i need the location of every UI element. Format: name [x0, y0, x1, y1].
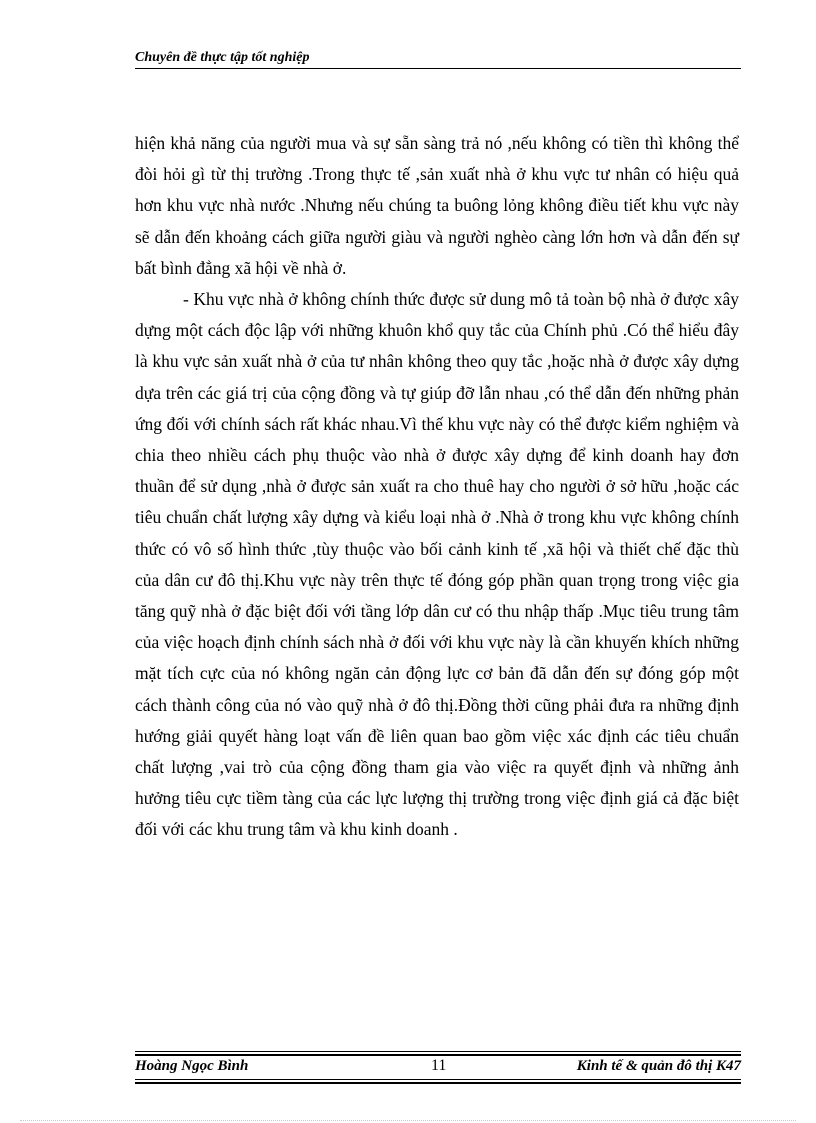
footer-divider: [135, 1054, 741, 1056]
paragraph: hiện khả năng của người mua và sự sẵn sàng trả nó ,nếu không có tiền thì không thể đòi hỏi gì từ thị trường .Trong thực tế ,sản xuất nhà ở khu vực tư nhân có hiệu quả hơn khu vực nhà nước .Nhưng nếu chúng ta buông lỏng không điều tiết khu vực này sẽ dẫn đến khoảng cách giữa người giàu và người nghèo càng lớn hơn và dẫn đến sự bất bình đẳng xã hội về nhà ở.: [135, 133, 739, 278]
header-title: Chuyên đề thực tập tốt nghiệp: [135, 50, 310, 65]
page-edge: [20, 1120, 796, 1121]
paragraph: - Khu vực nhà ở không chính thức được sử dung mô tả toàn bộ nhà ở được xây dựng một cách độc lập với những khuôn khổ quy tắc của Chính phủ .Có thể hiểu đây là khu vực sản xuất nhà ở của tư nhân không theo quy tắc ,hoặc nhà ở được xây dựng dựa trên các giá trị của cộng đồng và tự giúp đỡ lẫn nhau ,có thể dẫn đến những phản ứng đối với chính sách rất khác nhau.Vì thế khu vực này có thể được kiểm nghiệm và chia theo nhiều cách phụ thuộc vào nhà ở được xây dựng để kinh doanh hay đơn thuần để sử dụng ,nhà ở được sản xuất ra cho thuê hay cho người ở sở hữu ,hoặc các tiêu chuẩn chất lượng xây dựng và kiểu loại nhà ở .Nhà ở trong khu vực không chính thức có vô số hình thức ,tùy thuộc vào bối cảnh kinh tế ,xã hội và thiết chế đặc thù của dân cư đô thị.Khu vực này trên thực tế đóng góp phần quan trọng trong việc gia tăng quỹ nhà ở đặc biệt đối với tầng lớp dân cư có thu nhập thấp .Mục tiêu trung tâm của việc hoạch định chính sách nhà ở đối với khu vực này là cần khuyến khích những mặt tích cực của nó không ngăn cản động lực cơ bản đã dẫn đến sự đóng góp một cách thành công của nó vào quỹ nhà ở đô thị.Đồng thời cũng phải đưa ra những định hướng giải quyết hàng loạt vấn đề liên quan bao gồm việc xác định các tiêu chuẩn chất lượng ,vai trò của cộng đồng tham gia vào việc ra quyết định và những ảnh hưởng tiêu cực tiềm tàng của các lực lượng thị trường trong việc định giá cả đặc biệt đối với các khu trung tâm và khu kinh doanh .: [135, 289, 739, 840]
page-number: 11: [431, 1057, 447, 1074]
footer-divider: [135, 1051, 741, 1052]
footer-course: Kinh tế & quản đô thị K47: [576, 1058, 741, 1074]
header-divider: [135, 68, 741, 69]
document-body: [135, 128, 739, 846]
footer-divider: [135, 1079, 741, 1080]
footer-divider: [135, 1082, 741, 1084]
footer-author: Hoàng Ngọc Bình: [135, 1058, 249, 1074]
